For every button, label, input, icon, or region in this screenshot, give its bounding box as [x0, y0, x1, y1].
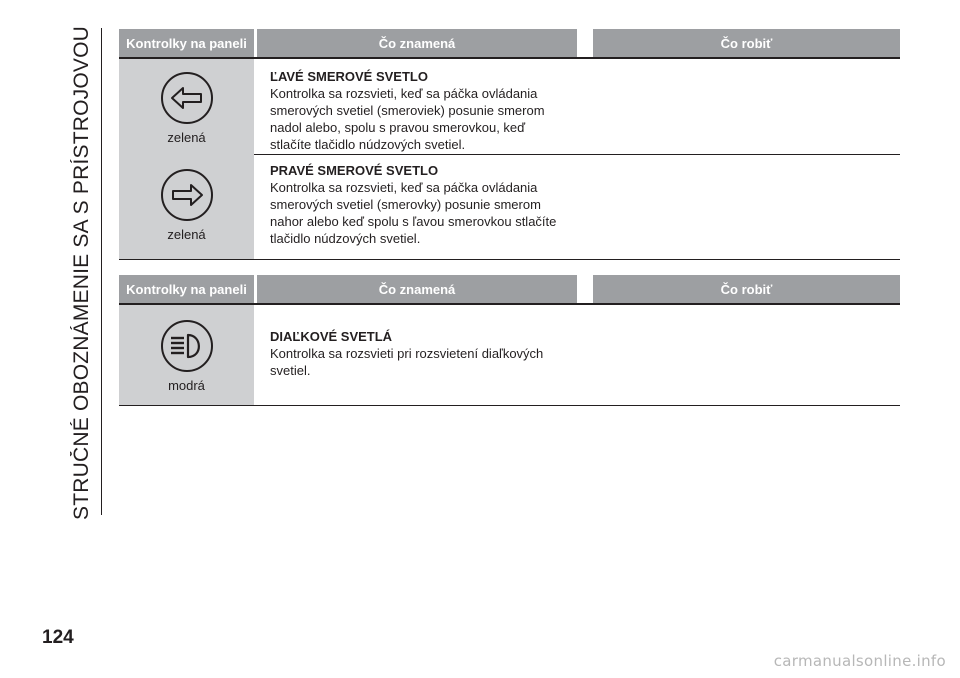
high-beam-indicator [161, 320, 213, 372]
description-line: tlačidlo núdzových svetiel. [270, 231, 421, 246]
table-bottom-rule [119, 259, 900, 260]
description-line: stlačíte tlačidlo núdzových svetiel. [270, 137, 466, 152]
indicator-table-2 [119, 275, 900, 406]
header-panel-indicators: Kontrolky na paneli [119, 29, 254, 57]
meaning-cell [270, 59, 590, 155]
indicator-color-label: modrá [168, 378, 205, 393]
description-line: Kontrolka sa rozsvieti, keď sa páčka ovládania [270, 180, 538, 195]
description-line: nadol alebo, spolu s pravou smerovkou, keď [270, 120, 526, 135]
table-row [119, 59, 900, 155]
page-number: 124 [42, 627, 74, 648]
description-line: Kontrolka sa rozsvieti pri rozsvietení diaľkových [270, 346, 544, 361]
side-divider [101, 28, 102, 515]
table-header [119, 275, 900, 303]
meaning-cell [270, 305, 590, 405]
table-bottom-rule [119, 405, 900, 406]
header-what-to-do: Čo robiť [593, 29, 900, 57]
table-row [119, 305, 900, 405]
table-row [119, 155, 900, 259]
side-section-title [62, 25, 102, 520]
high-beam-icon [168, 332, 206, 360]
header-what-to-do: Čo robiť [593, 275, 900, 303]
section-title-text: STRUČNÉ OBOZNÁMENIE SA S PRÍSTROJOVOU [70, 25, 93, 520]
meaning-cell [270, 155, 590, 259]
indicator-table-1 [119, 29, 900, 260]
indicator-title: ĽAVÉ SMEROVÉ SVETLO [270, 69, 428, 84]
indicator-title: DIAĽKOVÉ SVETLÁ [270, 329, 393, 344]
icon-cell [119, 59, 254, 155]
description-line: smerových svetiel (smerovky) posunie smerom [270, 197, 541, 212]
header-meaning: Čo znamená [257, 275, 577, 303]
indicator-color-label: zelená [167, 130, 206, 145]
icon-cell [119, 155, 254, 259]
icon-cell [119, 305, 254, 405]
description-line: smerových svetiel (smeroviek) posunie smerom [270, 103, 545, 118]
right-arrow-icon [170, 182, 204, 208]
watermark: carmanualsonline.info [773, 652, 946, 670]
indicator-title: PRAVÉ SMEROVÉ SVETLO [270, 163, 439, 178]
left-turn-signal-indicator [161, 72, 213, 124]
indicator-color-label: zelená [167, 227, 206, 242]
description-line: Kontrolka sa rozsvieti, keď sa páčka ovládania [270, 86, 538, 101]
right-turn-signal-indicator [161, 169, 213, 221]
left-arrow-icon [170, 85, 204, 111]
header-panel-indicators: Kontrolky na paneli [119, 275, 254, 303]
description-line: nahor alebo keď spolu s ľavou smerovkou stlačíte [270, 214, 557, 229]
table-header [119, 29, 900, 57]
header-meaning: Čo znamená [257, 29, 577, 57]
description-line: svetiel. [270, 363, 311, 378]
